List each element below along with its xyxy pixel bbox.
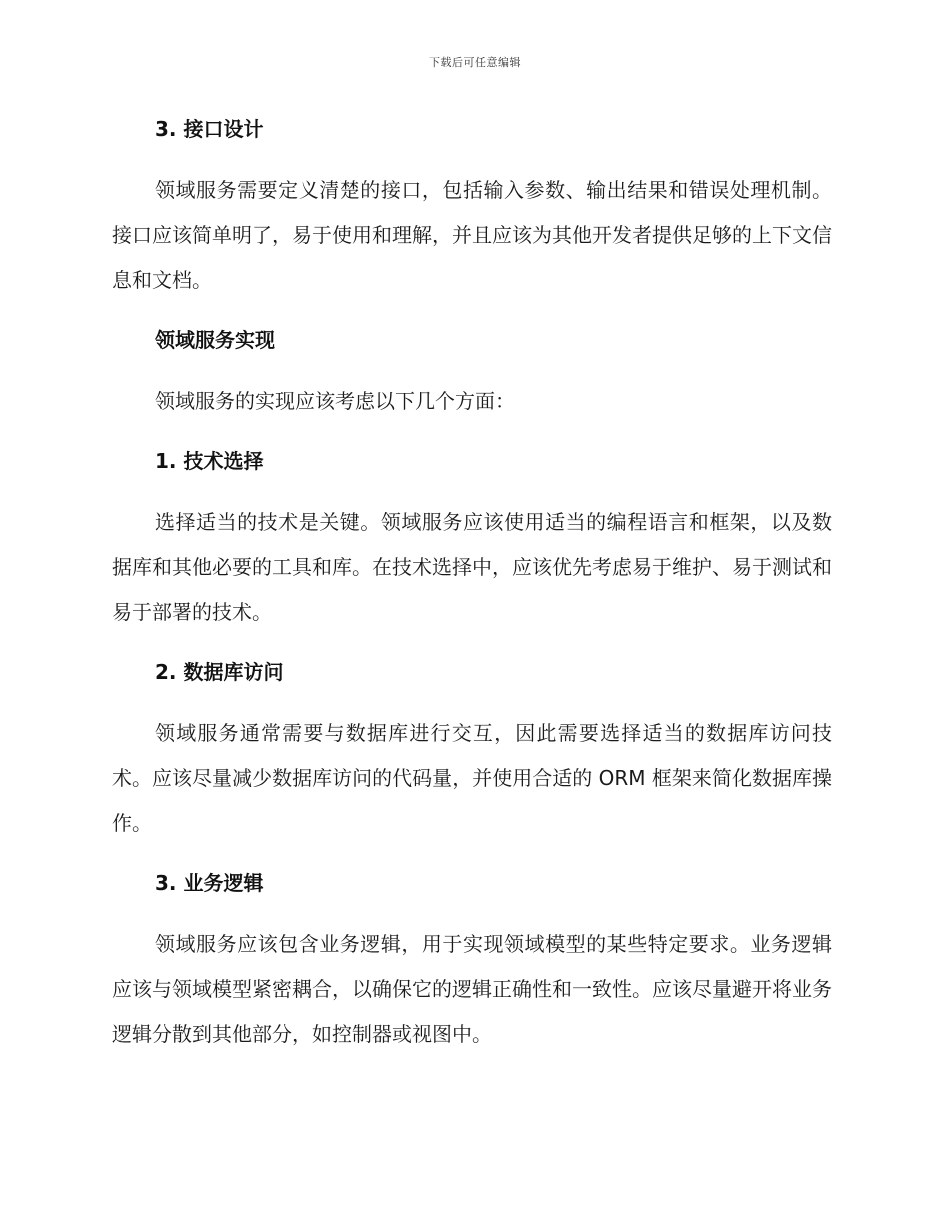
paragraph-db-access: 领域服务通常需要与数据库进行交互，因此需要选择适当的数据库访问技术。应该尽量减少数据库访问的代码量，并使用合适的 ORM 框架来简化数据库操作。 xyxy=(112,721,832,835)
page-header: 下载后可任意编辑 xyxy=(429,56,521,69)
paragraph-interface-design: 领域服务需要定义清楚的接口，包括输入参数、输出结果和错误处理机制。接口应该简单明了，易于使用和理解，并且应该为其他开发者提供足够的上下文信息和文档。 xyxy=(112,178,832,292)
section-heading-db-access: 2. 数据库访问 xyxy=(155,660,284,684)
section-heading-tech-selection: 1. 技术选择 xyxy=(155,449,264,473)
section-heading-interface-design: 3. 接口设计 xyxy=(155,117,264,141)
paragraph-tech-selection: 选择适当的技术是关键。领域服务应该使用适当的编程语言和框架，以及数据库和其他必要的工具和库。在技术选择中，应该优先考虑易于维护、易于测试和易于部署的技术。 xyxy=(112,510,832,624)
paragraph-impl-intro: 领域服务的实现应该考虑以下几个方面： xyxy=(155,389,515,413)
paragraph-business-logic: 领域服务应该包含业务逻辑，用于实现领域模型的某些特定要求。业务逻辑应该与领域模型紧密耦合，以确保它的逻辑正确性和一致性。应该尽量避开将业务逻辑分散到其他部分，如控制器或视图中。 xyxy=(112,932,832,1046)
section-heading-business-logic: 3. 业务逻辑 xyxy=(155,871,264,895)
section-heading-domain-service-impl: 领域服务实现 xyxy=(155,328,275,352)
document-body xyxy=(112,110,832,1057)
